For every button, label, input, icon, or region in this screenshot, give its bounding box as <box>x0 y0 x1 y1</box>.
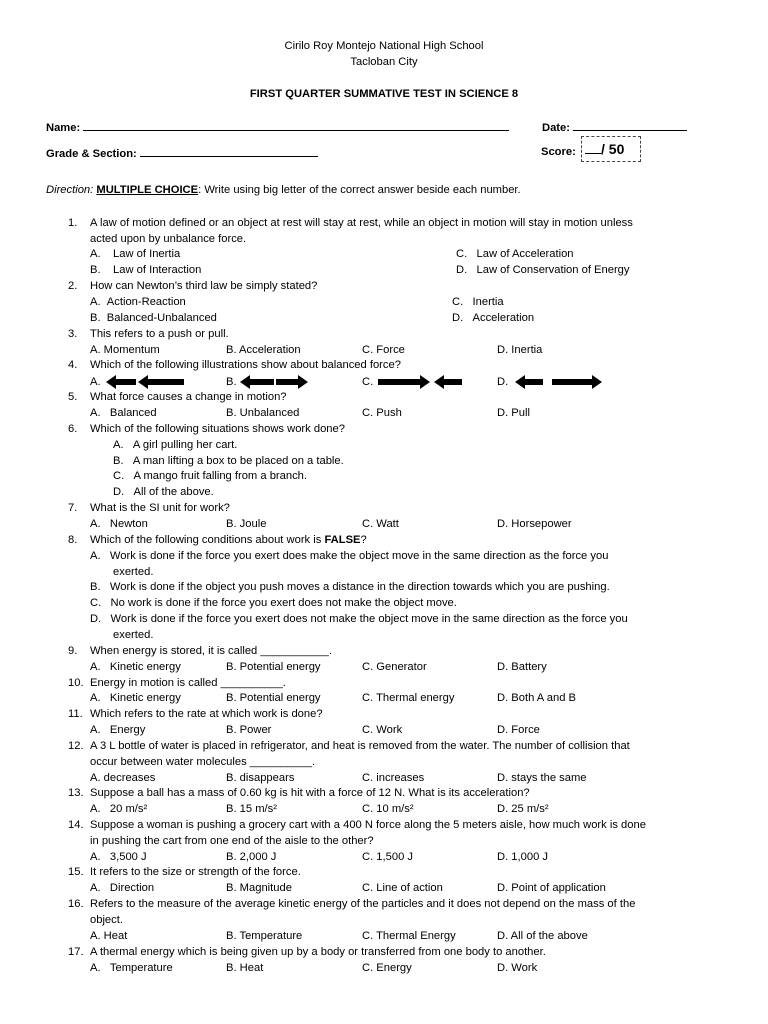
q5-number: 5. <box>68 391 78 403</box>
q9-option-d: D. Battery <box>497 661 547 673</box>
q4-option-a: A. <box>90 376 101 388</box>
q16-number: 16. <box>68 898 84 910</box>
q11-option-b: B. Power <box>226 724 272 736</box>
q15-option-b: B. Magnitude <box>226 882 292 894</box>
grade-label: Grade & Section: <box>46 146 318 160</box>
q14-option-b: B. 2,000 J <box>226 851 277 863</box>
q5-option-c: C. Push <box>362 407 402 419</box>
q13-option-b: B. 15 m/s² <box>226 803 277 815</box>
q7-text: What is the SI unit for work? <box>90 502 230 514</box>
q7-number: 7. <box>68 502 78 514</box>
q8-option-c: C. No work is done if the force you exert does not make the object move. <box>90 597 457 609</box>
q10-text: Energy in motion is called __________. <box>90 677 286 689</box>
q6-option-c: C. A mango fruit falling from a branch. <box>113 470 308 482</box>
q15-number: 15. <box>68 866 84 878</box>
q8-option-a-cont: exerted. <box>113 566 154 578</box>
q8-text: Which of the following conditions about work is FALSE? <box>90 534 367 546</box>
q9-option-a: A. Kinetic energy <box>90 661 181 673</box>
q5-text: What force causes a change in motion? <box>90 391 287 403</box>
test-title: FIRST QUARTER SUMMATIVE TEST IN SCIENCE 8 <box>249 88 519 100</box>
q14-option-d: D. 1,000 J <box>497 851 548 863</box>
q2-option-d: D. Acceleration <box>452 312 535 324</box>
q8-option-a: A. Work is done if the force you exert does make the object move in the same direction as the force you <box>90 550 609 562</box>
q4-option-d: D. <box>497 376 509 388</box>
q3-option-b: B. Acceleration <box>226 344 301 356</box>
q12-option-d: D. stays the same <box>497 772 587 784</box>
q4-option-c: C. <box>362 376 374 388</box>
q5-option-b: B. Unbalanced <box>226 407 300 419</box>
arrow-right-icon <box>276 375 308 389</box>
q13-option-c: C. 10 m/s² <box>362 803 414 815</box>
q3-option-a: A. Momentum <box>90 344 160 356</box>
q6-option-d: D. All of the above. <box>113 486 214 498</box>
q12-number: 12. <box>68 740 84 752</box>
q12-text: A 3 L bottle of water is placed in refrigerator, and heat is removed from the water. The number of collision that <box>90 740 630 752</box>
q3-option-c: C. Force <box>362 344 405 356</box>
q17-option-b: B. Heat <box>226 962 264 974</box>
q9-option-c: C. Generator <box>362 661 427 673</box>
q11-option-c: C. Work <box>362 724 403 736</box>
q4-option-b: B. <box>226 376 237 388</box>
q17-option-a: A. Temperature <box>90 962 173 974</box>
q17-option-d: D. Work <box>497 962 538 974</box>
q6-number: 6. <box>68 423 78 435</box>
q2-text: How can Newton’s third law be simply stated? <box>90 280 318 292</box>
score-label: Score: <box>541 146 576 158</box>
arrow-left-icon <box>106 375 136 389</box>
q12-option-c: C. increases <box>362 772 425 784</box>
arrow-right-icon <box>378 375 430 389</box>
q1-option-b: B. Law of Interaction <box>90 264 202 276</box>
q11-number: 11. <box>68 708 83 720</box>
q5-option-a: A. Balanced <box>90 407 157 419</box>
q13-option-a: A. 20 m/s² <box>90 803 148 815</box>
q3-option-d: D. Inertia <box>497 344 543 356</box>
q5-option-d: D. Pull <box>497 407 530 419</box>
q2-option-a: A. Action-Reaction <box>90 296 186 308</box>
q16-option-a: A. Heat <box>90 930 128 942</box>
q16-text: Refers to the measure of the average kinetic energy of the particles and it does not depend on the mass of the <box>90 898 636 910</box>
q15-option-d: D. Point of application <box>497 882 606 894</box>
q9-option-b: B. Potential energy <box>226 661 321 673</box>
q1-number: 1. <box>68 217 78 229</box>
q12-text-cont: occur between water molecules __________. <box>90 756 316 768</box>
q10-option-a: A. Kinetic energy <box>90 692 181 704</box>
q13-number: 13. <box>68 787 84 799</box>
school-name: Cirilo Roy Montejo National High School <box>284 40 484 52</box>
arrow-left-icon <box>515 375 543 389</box>
q2-option-c: C. Inertia <box>452 296 504 308</box>
q16-option-c: C. Thermal Energy <box>362 930 456 942</box>
score-value: / 50 <box>585 141 624 157</box>
q1-option-a: A. Law of Inertia <box>90 248 181 260</box>
q9-number: 9. <box>68 645 78 657</box>
q7-option-a: A. Newton <box>90 518 148 530</box>
q16-text-cont: object. <box>90 914 123 926</box>
arrow-left-icon <box>240 375 274 389</box>
name-label: Name: <box>46 120 509 134</box>
direction: Direction: MULTIPLE CHOICE: Write using big letter of the correct answer beside each number. <box>46 184 521 196</box>
q10-option-c: C. Thermal energy <box>362 692 455 704</box>
q2-option-b: B. Balanced-Unbalanced <box>90 312 217 324</box>
grade-line[interactable] <box>140 146 318 157</box>
q15-option-c: C. Line of action <box>362 882 443 894</box>
arrow-left-icon <box>138 375 184 389</box>
q13-option-d: D. 25 m/s² <box>497 803 549 815</box>
date-label: Date: <box>542 120 687 134</box>
arrow-right-icon <box>552 375 602 389</box>
arrow-left-icon <box>434 375 462 389</box>
q15-text: It refers to the size or strength of the force. <box>90 866 301 878</box>
q11-option-a: A. Energy <box>90 724 146 736</box>
q6-option-a: A. A girl pulling her cart. <box>113 439 238 451</box>
q8-option-d: D. Work is done if the force you exert does not make the object move in the same direction as the force you <box>90 613 628 625</box>
q7-option-d: D. Horsepower <box>497 518 572 530</box>
city: Tacloban City <box>350 56 418 68</box>
q7-option-b: B. Joule <box>226 518 267 530</box>
q1-option-d: D. Law of Conservation of Energy <box>456 264 630 276</box>
name-line[interactable] <box>83 120 509 131</box>
q17-option-c: C. Energy <box>362 962 412 974</box>
q14-number: 14. <box>68 819 84 831</box>
q12-option-b: B. disappears <box>226 772 295 784</box>
q15-option-a: A. Direction <box>90 882 155 894</box>
q4-text: Which of the following illustrations show about balanced force? <box>90 359 401 371</box>
q11-option-d: D. Force <box>497 724 540 736</box>
q3-text: This refers to a push or pull. <box>90 328 229 340</box>
q13-text: Suppose a ball has a mass of 0.60 kg is hit with a force of 12 N. What is its acceleration? <box>90 787 530 799</box>
q7-option-c: C. Watt <box>362 518 399 530</box>
q14-text-cont: in pushing the cart from one end of the aisle to the other? <box>90 835 374 847</box>
q14-option-c: C. 1,500 J <box>362 851 413 863</box>
q3-number: 3. <box>68 328 78 340</box>
q16-option-b: B. Temperature <box>226 930 303 942</box>
q10-option-d: D. Both A and B <box>497 692 576 704</box>
date-line[interactable] <box>573 120 687 131</box>
q4-number: 4. <box>68 359 78 371</box>
q17-text: A thermal energy which is being given up by a body or transferred from one body to another. <box>90 946 546 958</box>
q8-option-d-cont: exerted. <box>113 629 154 641</box>
q11-text: Which refers to the rate at which work is done? <box>90 708 323 720</box>
q10-number: 10. <box>68 677 84 689</box>
q17-number: 17. <box>68 946 84 958</box>
q12-option-a: A. decreases <box>90 772 156 784</box>
q9-text: When energy is stored, it is called ___________. <box>90 645 332 657</box>
q10-option-b: B. Potential energy <box>226 692 321 704</box>
q14-text: Suppose a woman is pushing a grocery cart with a 400 N force along the 5 meters aisle, how much work is done <box>90 819 646 831</box>
q1-text: A law of motion defined or an object at rest will stay at rest, while an object in motion will stay in motion unless <box>90 217 633 229</box>
q8-number: 8. <box>68 534 78 546</box>
q8-option-b: B. Work is done if the object you push moves a distance in the direction towards which you are pushing. <box>90 581 610 593</box>
q16-option-d: D. All of the above <box>497 930 588 942</box>
q6-text: Which of the following situations shows work done? <box>90 423 345 435</box>
q14-option-a: A. 3,500 J <box>90 851 147 863</box>
q2-number: 2. <box>68 280 78 292</box>
q1-text-cont: acted upon by unbalance force. <box>90 233 247 245</box>
q6-option-b: B. A man lifting a box to be placed on a table. <box>113 455 344 467</box>
q1-option-c: C. Law of Acceleration <box>456 248 574 260</box>
